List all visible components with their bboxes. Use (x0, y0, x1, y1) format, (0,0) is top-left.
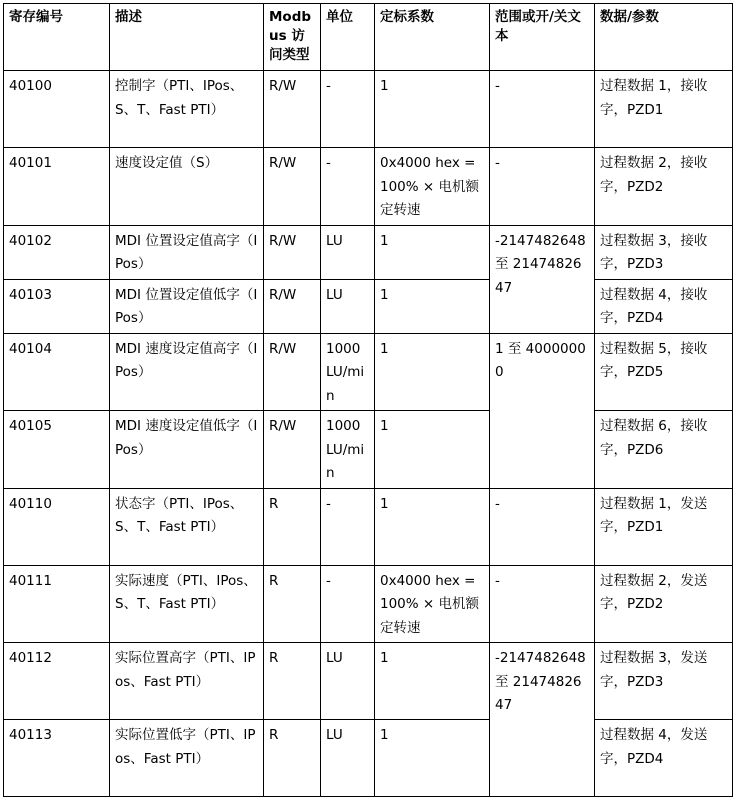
cell-scale: 1 (375, 279, 490, 333)
register-table (3, 3, 733, 797)
table-row (4, 720, 733, 797)
cell-access: R/W (264, 279, 321, 333)
header-register: 寄存编号 (4, 4, 110, 71)
table-row (4, 565, 733, 643)
cell-description: 控制字（PTI、IPos、S、T、Fast PTI） (110, 71, 264, 148)
cell-param: 过程数据 4，接收字，PZD4 (595, 279, 733, 333)
cell-description: MDI 位置设定值高字（IPos） (110, 225, 264, 279)
cell-register: 40111 (4, 565, 110, 643)
table-row (4, 643, 733, 720)
cell-register: 40112 (4, 643, 110, 720)
cell-description: 实际位置低字（PTI、IPos、Fast PTI） (110, 720, 264, 797)
cell-scale: 1 (375, 333, 490, 411)
cell-register: 40102 (4, 225, 110, 279)
header-unit: 单位 (321, 4, 375, 71)
cell-range: -2147482648 至 2147482647 (490, 643, 595, 797)
cell-description: MDI 速度设定值高字（IPos） (110, 333, 264, 411)
header-row (4, 4, 733, 71)
cell-register: 40113 (4, 720, 110, 797)
cell-register: 40105 (4, 411, 110, 489)
cell-unit: LU (321, 225, 375, 279)
header-description: 描述 (110, 4, 264, 71)
header-param: 数据/参数 (595, 4, 733, 71)
cell-register: 40100 (4, 71, 110, 148)
cell-scale: 1 (375, 720, 490, 797)
cell-scale: 1 (375, 71, 490, 148)
cell-access: R (264, 488, 321, 565)
cell-access: R (264, 643, 321, 720)
cell-scale: 0x4000 hex = 100% × 电机额定转速 (375, 565, 490, 643)
table-row (4, 411, 733, 489)
cell-range: -2147482648 至 2147482647 (490, 225, 595, 333)
cell-param: 过程数据 1，发送字，PZD1 (595, 488, 733, 565)
cell-description: 状态字（PTI、IPos、S、T、Fast PTI） (110, 488, 264, 565)
cell-range: - (490, 148, 595, 226)
table-row (4, 333, 733, 411)
cell-param: 过程数据 1，接收字，PZD1 (595, 71, 733, 148)
cell-access: R/W (264, 71, 321, 148)
cell-param: 过程数据 4，发送字，PZD4 (595, 720, 733, 797)
table-row (4, 279, 733, 333)
cell-range: - (490, 565, 595, 643)
cell-range: - (490, 488, 595, 565)
cell-unit: LU (321, 720, 375, 797)
cell-access: R (264, 720, 321, 797)
header-scale: 定标系数 (375, 4, 490, 71)
cell-register: 40110 (4, 488, 110, 565)
cell-param: 过程数据 6，接收字，PZD6 (595, 411, 733, 489)
cell-param: 过程数据 5，接收字，PZD5 (595, 333, 733, 411)
cell-register: 40103 (4, 279, 110, 333)
cell-register: 40104 (4, 333, 110, 411)
cell-access: R/W (264, 411, 321, 489)
cell-range: 1 至 40000000 (490, 333, 595, 488)
cell-register: 40101 (4, 148, 110, 226)
cell-scale: 1 (375, 488, 490, 565)
cell-param: 过程数据 2，接收字，PZD2 (595, 148, 733, 226)
cell-access: R/W (264, 333, 321, 411)
cell-param: 过程数据 3，发送字，PZD3 (595, 643, 733, 720)
cell-scale: 1 (375, 225, 490, 279)
cell-unit: - (321, 71, 375, 148)
table-row (4, 225, 733, 279)
cell-scale: 0x4000 hex = 100% × 电机额定转速 (375, 148, 490, 226)
cell-unit: LU (321, 279, 375, 333)
cell-unit: LU (321, 643, 375, 720)
cell-scale: 1 (375, 411, 490, 489)
cell-unit: 1000 LU/min (321, 411, 375, 489)
header-access: Modbus 访问类型 (264, 4, 321, 71)
cell-access: R/W (264, 148, 321, 226)
cell-description: 实际位置高字（PTI、IPos、Fast PTI） (110, 643, 264, 720)
cell-unit: - (321, 488, 375, 565)
table-row (4, 488, 733, 565)
table-row (4, 71, 733, 148)
cell-unit: - (321, 565, 375, 643)
cell-description: MDI 速度设定值低字（IPos） (110, 411, 264, 489)
cell-param: 过程数据 3，接收字，PZD3 (595, 225, 733, 279)
cell-range: - (490, 71, 595, 148)
cell-description: MDI 位置设定值低字（IPos） (110, 279, 264, 333)
cell-scale: 1 (375, 643, 490, 720)
cell-unit: - (321, 148, 375, 226)
cell-access: R (264, 565, 321, 643)
cell-access: R/W (264, 225, 321, 279)
cell-description: 实际速度（PTI、IPos、S、T、Fast PTI） (110, 565, 264, 643)
header-range: 范围或开/关文本 (490, 4, 595, 71)
cell-description: 速度设定值（S） (110, 148, 264, 226)
cell-unit: 1000 LU/min (321, 333, 375, 411)
table-row (4, 148, 733, 226)
cell-param: 过程数据 2，发送字，PZD2 (595, 565, 733, 643)
